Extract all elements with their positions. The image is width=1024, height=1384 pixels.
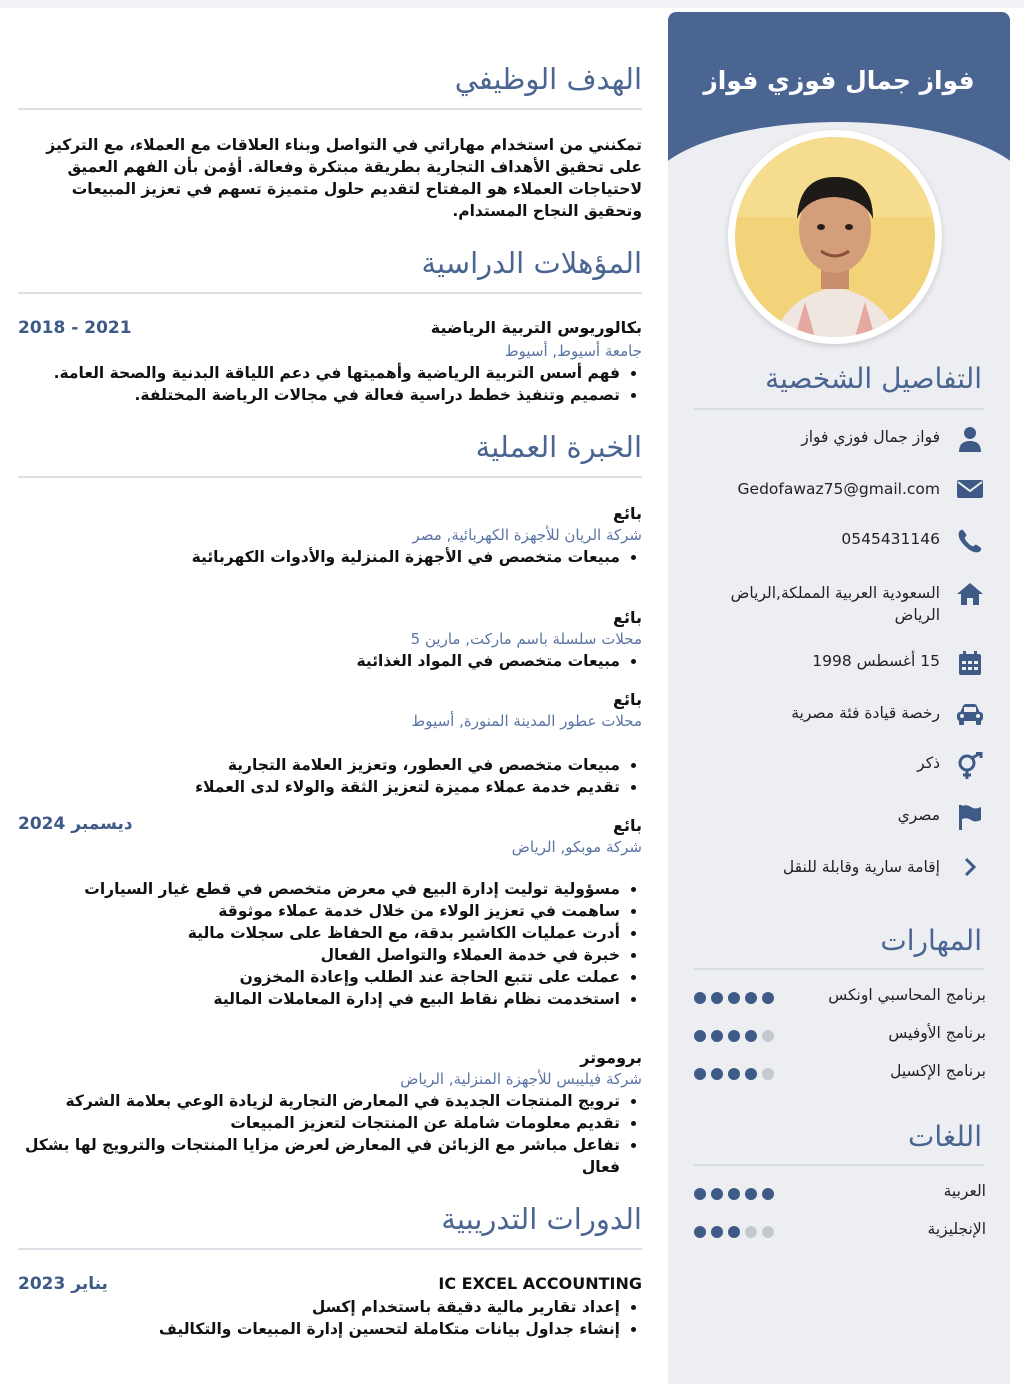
- list-item: • خبرة في خدمة العملاء والتواصل الفعال: [20, 944, 620, 966]
- job-role: بروموتر: [580, 1048, 642, 1067]
- skills-divider: [694, 968, 984, 970]
- detail-nationality-row: [686, 804, 986, 830]
- rating-dot-filled: [762, 992, 774, 1004]
- list-item: • مبيعات متخصص في المواد الغذائية: [20, 650, 620, 672]
- detail-residence: إقامة سارية وقابلة للنقل: [782, 858, 940, 876]
- detail-address: السعودية العربية المملكة,الرياض الرياض: [730, 584, 940, 624]
- skill-rating: [694, 992, 779, 1004]
- languages-title: اللغات: [908, 1120, 982, 1153]
- list-item: • تقديم خدمة عملاء مميزة لتعزيز الثقة والولاء لدى العملاء: [20, 776, 620, 798]
- rating-dot-filled: [711, 1068, 723, 1080]
- list-item: • إعداد تقارير مالية دقيقة باستخدام إكسل: [20, 1296, 620, 1318]
- language-row: [694, 1220, 986, 1244]
- job-company: شركة موبكو, الرياض: [511, 838, 642, 856]
- job-bullets: [20, 754, 642, 798]
- skill-row: [694, 1024, 986, 1048]
- detail-birthdate: 15 أغسطس 1998: [812, 652, 940, 670]
- education-school: جامعة أسيوط, أسيوط: [504, 342, 642, 360]
- detail-email-row: [686, 478, 986, 504]
- detail-address-row: [686, 582, 986, 626]
- job-company: محلات سلسلة باسم ماركت, مارين 5: [410, 630, 642, 648]
- education-date: 2021 - 2018: [18, 318, 132, 338]
- chevron-icon: [954, 856, 986, 882]
- detail-email[interactable]: Gedofawaz75@gmail.com: [737, 480, 940, 498]
- sidebar: [668, 12, 1010, 1384]
- language-rating: [694, 1188, 779, 1200]
- gender-icon: [954, 752, 986, 778]
- list-item: • تصميم وتنفيذ خطط دراسية فعالة في مجالات الرياضة المختلفة.: [20, 384, 620, 406]
- skill-label: برنامج الإكسيل: [890, 1062, 986, 1080]
- rating-dot-filled: [728, 992, 740, 1004]
- rating-dot-filled: [711, 1188, 723, 1200]
- detail-phone-row: [686, 528, 986, 554]
- rating-dot-filled: [745, 1188, 757, 1200]
- calendar-icon: [954, 650, 986, 676]
- objective-text: تمكنني من استخدام مهاراتي في التواصل وبناء العلاقات مع العملاء، مع التركيز على تحقيق الأهداف التجارية بطريقة مبتكرة وفعالة. أؤمن بأن الفهم العميق لاحتياجات العملاء هو المفتاح لتقديم حلول متميزة تسهم في تعزيز المبيعات وتحقيق النجاح المستدام.: [46, 136, 642, 220]
- detail-license: رخصة قيادة فئة مصرية: [791, 704, 940, 722]
- candidate-name: فواز جمال فوزي فواز: [703, 66, 975, 95]
- car-icon: [954, 702, 986, 728]
- job-company: شركة فيليبس للأجهزة المنزلية, الرياض: [400, 1070, 642, 1088]
- detail-gender: ذكر: [917, 754, 940, 772]
- rating-dot-empty: [762, 1226, 774, 1238]
- list-item: • ترويج المنتجات الجديدة في المعارض التجارية لزيادة الوعي بعلامة الشركة: [20, 1090, 620, 1112]
- education-bullets: [20, 362, 642, 406]
- personal-details-title: التفاصيل الشخصية: [765, 362, 982, 395]
- list-item: • أدرت عمليات الكاشير بدقة، مع الحفاظ على سجلات مالية: [20, 922, 620, 944]
- rating-dot-filled: [711, 1226, 723, 1238]
- job-bullets: [20, 546, 642, 568]
- courses-title: الدورات التدريبية: [441, 1202, 642, 1236]
- rating-dot-filled: [728, 1030, 740, 1042]
- rating-dot-empty: [745, 1226, 757, 1238]
- course-name: IC EXCEL ACCOUNTING: [438, 1274, 642, 1293]
- rating-dot-filled: [728, 1226, 740, 1238]
- objective-title: الهدف الوظيفي: [454, 62, 642, 96]
- rating-dot-filled: [745, 992, 757, 1004]
- language-row: [694, 1182, 986, 1206]
- skill-label: برنامج المحاسبي اونكس: [828, 986, 986, 1004]
- rating-dot-filled: [694, 1188, 706, 1200]
- list-item: • فهم أسس التربية الرياضية وأهميتها في دعم اللياقة البدنية والصحة العامة.: [20, 362, 620, 384]
- skill-label: برنامج الأوفيس: [888, 1024, 986, 1042]
- detail-phone[interactable]: 0545431146: [841, 530, 940, 548]
- rating-dot-filled: [728, 1188, 740, 1200]
- job-role: بائع: [613, 816, 642, 835]
- education-degree: بكالوريوس التربية الرياضية: [430, 318, 642, 337]
- course-bullets: [20, 1296, 642, 1340]
- list-item: • ساهمت في تعزيز الولاء من خلال خدمة عملاء موثوقة: [20, 900, 620, 922]
- objective-divider: [18, 108, 642, 110]
- detail-gender-row: [686, 752, 986, 778]
- rating-dot-filled: [694, 1226, 706, 1238]
- envelope-icon: [954, 478, 986, 504]
- job-role: بائع: [613, 504, 642, 523]
- job-role: بائع: [613, 608, 642, 627]
- rating-dot-empty: [762, 1030, 774, 1042]
- job-company: شركة الريان للأجهزة الكهربائية, مصر: [412, 526, 642, 544]
- rating-dot-filled: [694, 992, 706, 1004]
- skill-row: [694, 1062, 986, 1086]
- list-item: • استخدمت نظام نقاط البيع في إدارة المعاملات المالية: [20, 988, 620, 1010]
- phone-icon: [954, 528, 986, 554]
- rating-dot-filled: [762, 1188, 774, 1200]
- flag-icon: [954, 804, 986, 830]
- profile-photo-image: [735, 137, 935, 337]
- skill-rating: [694, 1068, 779, 1080]
- job-bullets: [20, 1090, 642, 1178]
- list-item: • مسؤولية توليت إدارة البيع في معرض متخصص في قطع غيار السيارات: [20, 878, 620, 900]
- job-date: ديسمبر 2024: [18, 814, 133, 834]
- detail-name-row: [686, 426, 986, 452]
- detail-residence-row: [686, 856, 986, 882]
- languages-divider: [694, 1164, 984, 1166]
- education-divider: [18, 292, 642, 294]
- rating-dot-filled: [745, 1068, 757, 1080]
- list-item: • تقديم معلومات شاملة عن المنتجات لتعزيز المبيعات: [20, 1112, 620, 1134]
- course-date: يناير 2023: [18, 1274, 108, 1294]
- list-item: • عملت على تتبع الحاجة عند الطلب وإعادة المخزون: [20, 966, 620, 988]
- rating-dot-filled: [711, 992, 723, 1004]
- rating-dot-filled: [711, 1030, 723, 1042]
- language-label: العربية: [943, 1182, 986, 1200]
- experience-divider: [18, 476, 642, 478]
- detail-name: فواز جمال فوزي فواز: [801, 428, 940, 446]
- main-content: [18, 0, 642, 1384]
- language-label: الإنجليزية: [927, 1220, 986, 1238]
- detail-license-row: [686, 702, 986, 728]
- list-item: • تفاعل مباشر مع الزبائن في المعارض لعرض مزايا المنتجات والترويج لها بشكل فعال: [20, 1134, 620, 1178]
- job-bullets: [20, 878, 642, 1010]
- user-icon: [954, 426, 986, 452]
- courses-divider: [18, 1248, 642, 1250]
- job-company: محلات عطور المدينة المنورة, أسيوط: [411, 712, 642, 730]
- language-rating: [694, 1226, 779, 1238]
- rating-dot-filled: [745, 1030, 757, 1042]
- list-item: • إنشاء جداول بيانات متكاملة لتحسين إدارة المبيعات والتكاليف: [20, 1318, 620, 1340]
- skill-row: [694, 986, 986, 1010]
- rating-dot-filled: [694, 1030, 706, 1042]
- profile-photo: [728, 130, 942, 344]
- experience-title: الخبرة العملية: [475, 430, 642, 464]
- personal-details-divider: [694, 408, 984, 410]
- home-icon: [954, 582, 986, 608]
- job-role: بائع: [613, 690, 642, 709]
- job-bullets: [20, 650, 642, 672]
- list-item: • مبيعات متخصص في الأجهزة المنزلية والأدوات الكهربائية: [20, 546, 620, 568]
- skill-rating: [694, 1030, 779, 1042]
- rating-dot-filled: [728, 1068, 740, 1080]
- detail-birthdate-row: [686, 650, 986, 676]
- rating-dot-filled: [694, 1068, 706, 1080]
- skills-title: المهارات: [880, 924, 982, 957]
- list-item: • مبيعات متخصص في العطور، وتعزيز العلامة التجارية: [20, 754, 620, 776]
- rating-dot-empty: [762, 1068, 774, 1080]
- detail-nationality: مصري: [897, 806, 940, 824]
- education-title: المؤهلات الدراسية: [421, 246, 642, 280]
